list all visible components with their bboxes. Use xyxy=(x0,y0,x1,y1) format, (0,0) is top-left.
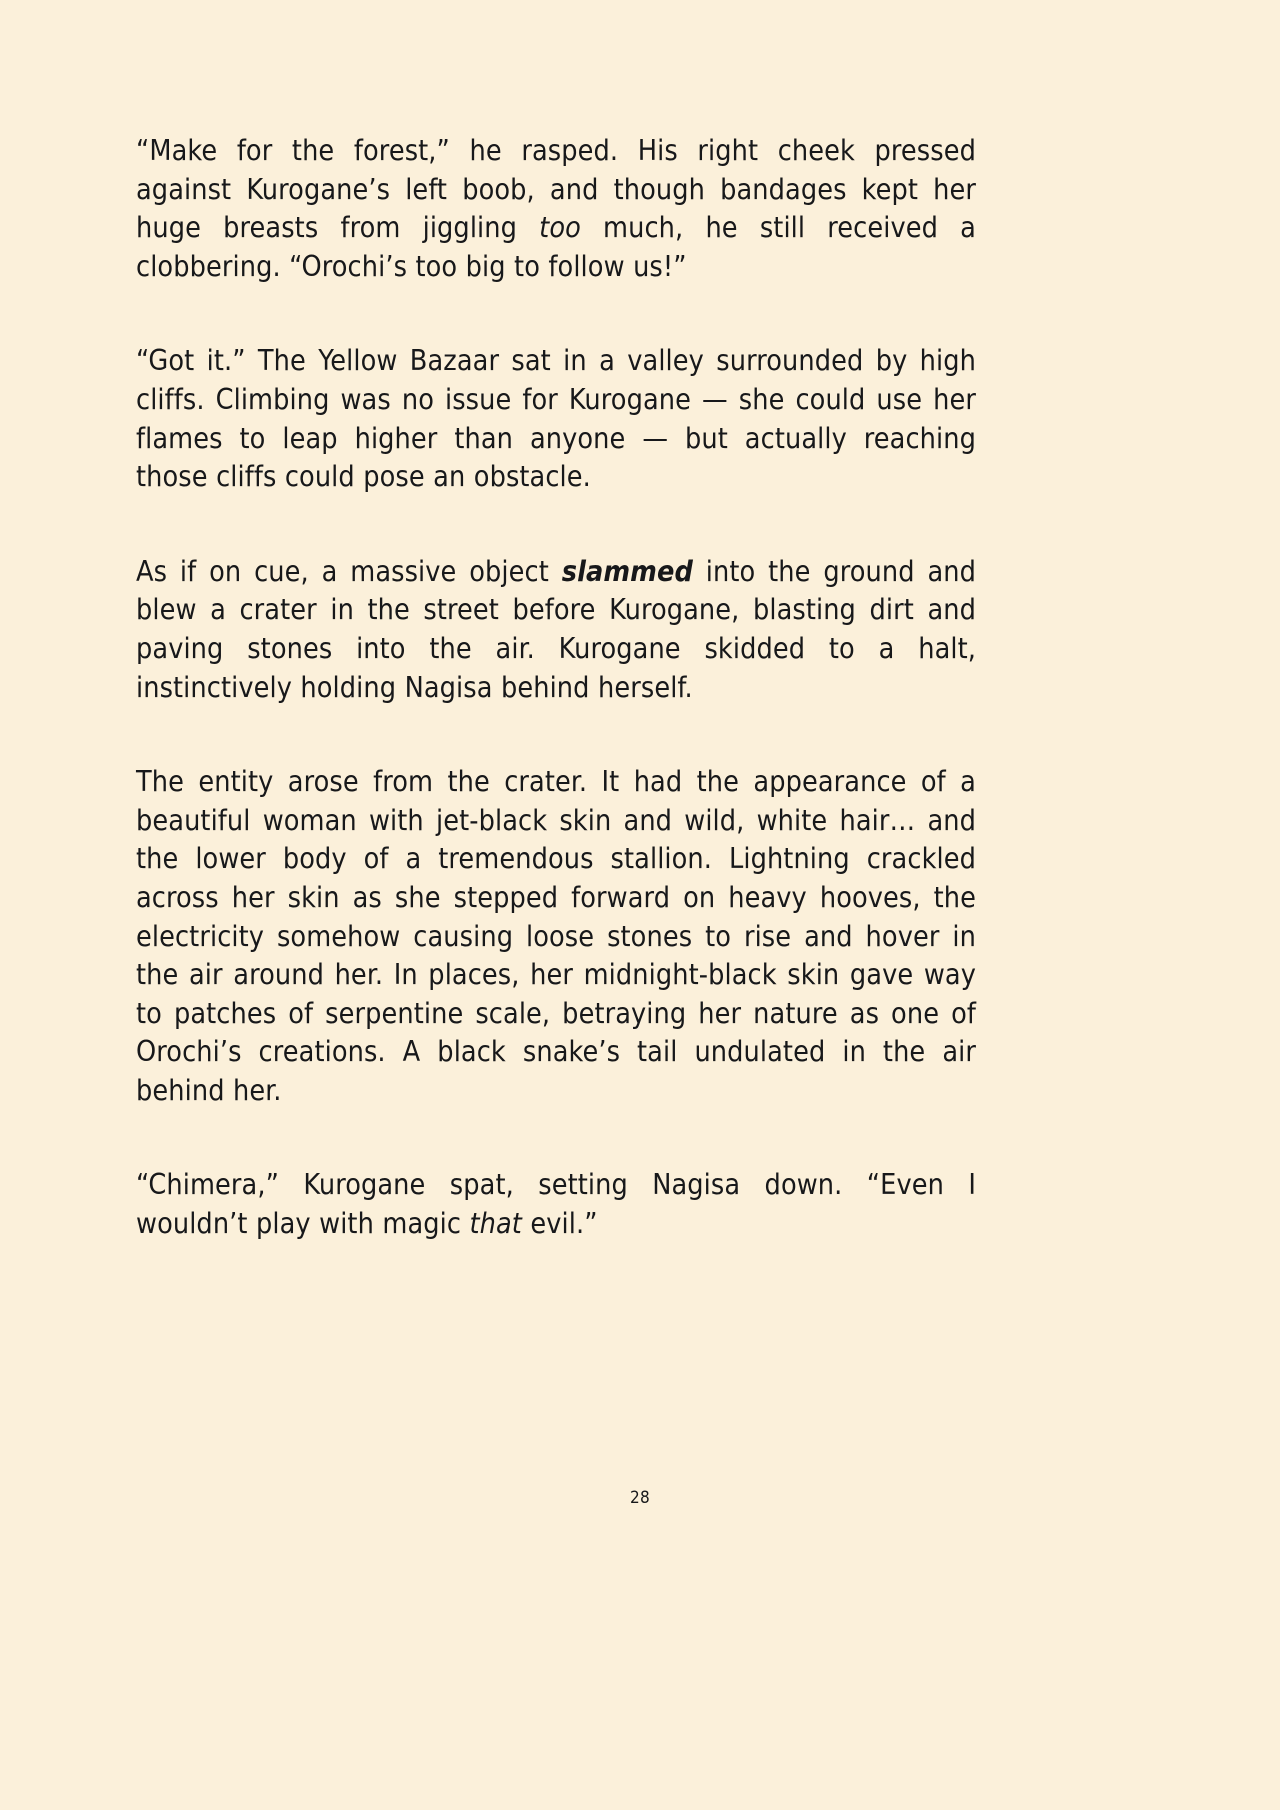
text-run: “Chimera,” Kurogane spat, setting Nagisa down. “Even I wouldn’t play with magic xyxy=(136,1168,976,1241)
paragraph-3 xyxy=(136,553,976,707)
text-run: into the ground and blew a crater in the street before Kurogane, blasting dirt and paving stones into the air. Kurogane skidded to a halt, instinctively holding Nagisa behind herself. xyxy=(136,554,976,704)
text-run: As if on cue, a massive object xyxy=(136,554,562,588)
emphasis-too: too xyxy=(539,211,581,245)
paragraph-1 xyxy=(136,132,976,286)
text-run: The entity arose from the crater. It had the appearance of a beautiful woman with jet-black skin and wild, white hair… and the lower body of a tremendous stallion. Lightning crackled across her skin as she stepped forward on heavy hooves, the electricity somehow causing loose stones to rise and hover in the air around her. In places, her midnight-black skin gave way to patches of serpentine scale, betraying her nature as one of Orochi’s creations. A black snake’s tail undulated in the air behind her. xyxy=(136,765,976,1107)
emphasis-slammed: slammed xyxy=(561,554,693,588)
text-run: much, he still received a clobbering. “Orochi’s too big to follow us!” xyxy=(136,211,976,283)
paragraph-2 xyxy=(136,342,976,496)
text-run: “Make for the forest,” he rasped. His right cheek pressed against Kurogane’s left boob, and though bandages kept her huge breasts from jiggling xyxy=(136,134,976,245)
paragraph-5 xyxy=(136,1166,976,1243)
text-run: evil.” xyxy=(521,1207,598,1241)
page-number: 28 xyxy=(629,1488,651,1508)
text-run: “Got it.” The Yellow Bazaar sat in a valley surrounded by high cliffs. Climbing was no issue for Kurogane — she could use her flames to leap higher than anyone — but actually reaching those cliffs could pose an obstacle. xyxy=(136,344,976,494)
emphasis-that: that xyxy=(469,1207,522,1241)
paragraph-4 xyxy=(136,763,976,1110)
page-text-column xyxy=(136,132,976,1244)
